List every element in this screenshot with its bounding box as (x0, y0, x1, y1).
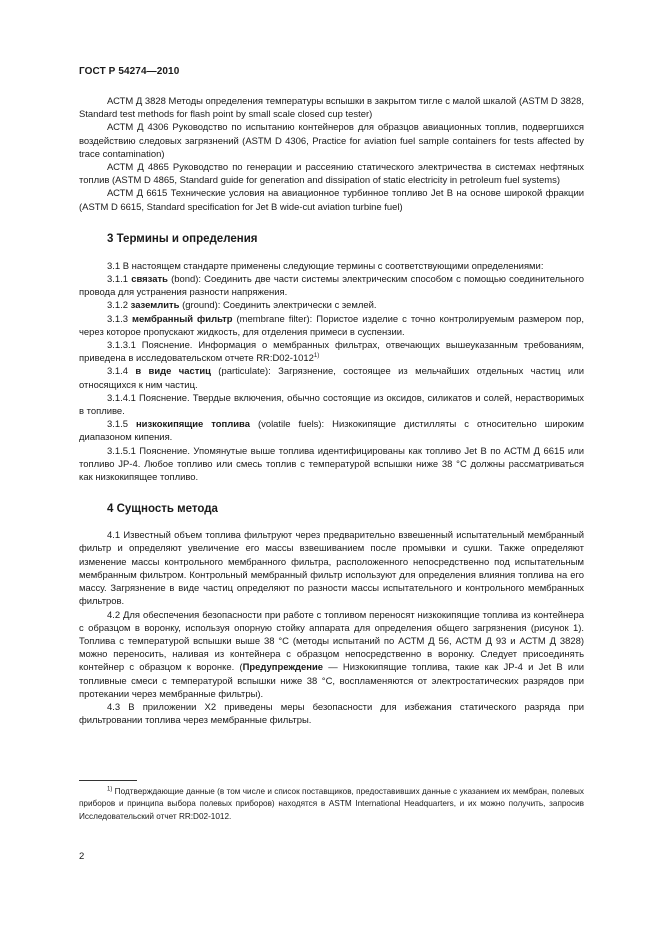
term-volatile-fuels: низкокипящие топлива (135, 419, 250, 431)
term-3-1-5: 3.1.5 низкокипящие топлива (volatile fuels): Низкокипящие дистилляты с относительно широким диапазоном кипения. (79, 419, 585, 444)
reference-astm-d4306: АСТМ Д 4306 Руководство по испытанию контейнеров для образцов авиационных топлив, подвергшихся воздействию следовых загрязнений (ASTM D 4306, Practice for aviation fuel sample containers for tests affected by trace contamination) (79, 122, 584, 160)
warning-label: Предупреждение (242, 662, 324, 674)
standard-header: ГОСТ Р 54274—2010 (79, 66, 180, 77)
note-3-1-5-1: 3.1.5.1 Пояснение. Упомянутые выше топлива идентифицированы как топливо Jet B по АСТМ Д 6615 или топливо JP-4. Любое топливо или смесь топлив с температурой вспышки ниже 38 °С должны рассматриваться как низкокипящее топливо. (79, 445, 584, 484)
term-3-1-2: 3.1.2 заземлить (ground): Соединить электрически с землей. (107, 300, 377, 312)
clause-4-1: 4.1 Известный объем топлива фильтруют через предварительно взвешенный испытательный мембранный фильтр и определяют увеличение его массы взвешиванием после промывки и сушки. Также определяют изменение массы контрольного мембранного фильтра, расположенного непосредственно под испытательным мембранным фильтром. Контрольный мембранный фильтр используют для определения влияния топлива на его массу. Загрязнение в виде частиц определяют по разности массы испытательного и контрольного мембранных фильтров. (79, 530, 584, 608)
reference-astm-d6615: АСТМ Д 6615 Технические условия на авиационное турбинное топливо Jet B на основе широкой фракции (ASTM D 6615, Standard specification for Jet B wide-cut aviation turbine fuel) (79, 188, 584, 213)
note-3-1-4-1: 3.1.4.1 Пояснение. Твердые включения, обычно состоящие из оксидов, силикатов и солей, нерастворимых в топливе. (79, 392, 584, 418)
term-ground: заземлить (130, 300, 180, 312)
footnote-ref: 1) (313, 353, 320, 360)
page-body (79, 95, 584, 727)
term-membrane-filter: мембранный фильтр (131, 313, 233, 325)
term-3-1-4: 3.1.4 в виде частиц (particulate): Загрязнение, состоящее из мельчайших отдельных частиц или относящихся к ним частиц. (79, 366, 584, 391)
footnote-marker: 1) (107, 786, 113, 793)
term-bond: связать (131, 274, 168, 286)
clause-4-3: 4.3 В приложении X2 приведены меры безопасности для избежания статического разряда при фильтровании топлива через мембранные фильтры. (79, 701, 584, 727)
reference-astm-d3828: АСТМ Д 3828 Методы определения температуры вспышки в закрытом тигле с малой шкалой (ASTM D 3828, Standard test methods for flash point by small scale closed cup tester) (79, 96, 584, 121)
footnote-divider (79, 780, 137, 781)
reference-astm-d4865: АСТМ Д 4865 Руководство по генерации и рассеянию статического электричества в системах нефтяных топлив (ASTM D 4865, Standard guide for generation and dissipation of static electricity in petroleum fuel systems) (79, 162, 584, 187)
section-4-heading: 4 Сущность метода (107, 503, 218, 516)
clause-4-2: 4.2 Для обеспечения безопасности при работе с топливом переносят низкокипящие топлива из контейнера с образцом в воронку, используя опорную стойку аппарата для определения общего загрязнения (рисунок 1). Топлива с температурой вспышки выше 38 °С (методы испытаний по АСТМ Д 56, АСТМ Д 93 и АСТМ Д 3828) можно переносить, наливая из контейнера с образцом непосредственно в воронку. Следует присоединять контейнер с образцом к воронке. (Предупреждение — Низкокипящие топлива, такие как JP-4 и Jet B или топливные смеси с температурой вспышки ниже 38 °С, воспламеняются от электростатических разрядов при протекании через мембранные фильтры). (79, 609, 584, 700)
note-3-1-3-1: 3.1.3.1 Пояснение. Информация о мембранных фильтрах, отвечающих вышеуказанным требованиям, приведена в исследовательском отчете RR:D02-1012$^{1)}$ (79, 340, 584, 365)
footnote: $^{1)}$ Подтверждающие данные (в том числе и список поставщиков, предоставивших данные с указанием их мембран, полевых приборов и принципа выбора полевых приборов) находятся в ASTM International Headquarters, и их можно получить, запросив Исследовательский отчет RR:D02-1012. (79, 786, 584, 821)
term-3-1-1: 3.1.1 связать (bond): Соединить две части системы электрическим способом с помощью соединительного провода для устранения разности напряжения. (79, 274, 584, 299)
clause-3-1: 3.1 В настоящем стандарте применены следующие термины с соответствующими определениями: (107, 260, 544, 272)
page-number: 2 (79, 851, 85, 862)
term-particulate: в виде частиц (135, 366, 211, 378)
term-3-1-3: 3.1.3 мембранный фильтр (membrane filter): Пористое изделие с точно контролируемым размером пор, через которое пропускают жидкость, для отделения примеси в суспензии. (79, 313, 584, 338)
section-3-heading: 3 Термины и определения (107, 232, 258, 245)
